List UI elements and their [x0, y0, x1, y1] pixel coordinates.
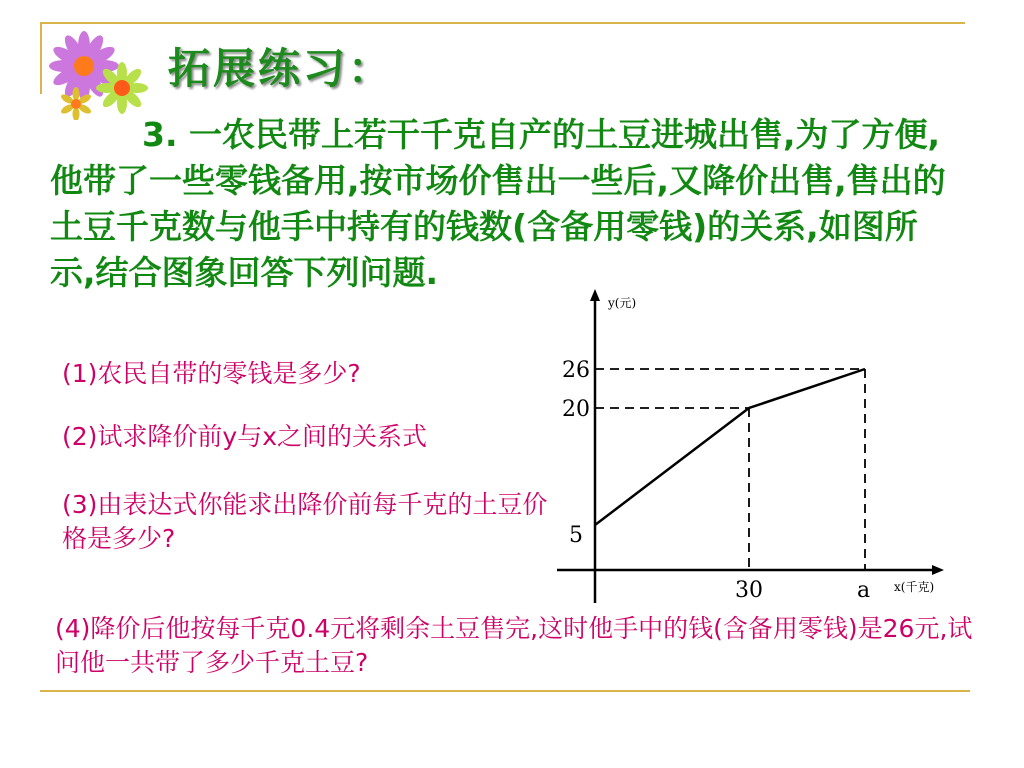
graph-line: [595, 369, 865, 525]
left-rule: [40, 22, 42, 94]
bottom-rule: [40, 690, 970, 692]
x-tick-30: 30: [735, 578, 763, 603]
y-axis-arrow-icon: [590, 289, 600, 301]
x-axis-arrow-icon: [932, 565, 944, 575]
problem-text: 3. 一农民带上若干千克自产的土豆进城出售,为了方便,他带了一些零钱备用,按市场价售出一些后,又降价出售,售出的土豆千克数与他手中持有的钱数(含备用零钱)的关系,如图所示,结合图象回答下列问题.: [50, 115, 946, 292]
money-vs-weight-graph: [552, 285, 972, 610]
question-3: (3)由表达式你能求出降价前每千克的土豆价格是多少?: [62, 490, 548, 553]
question-4: (4)降价后他按每千克0.4元将剩余土豆售完,这时他手中的钱(含备用零钱)是26元,试问他一共带了多少千克土豆?: [55, 614, 973, 677]
problem-statement: [50, 112, 960, 296]
question-2: (2)试求降价前y与x之间的关系式: [62, 422, 428, 451]
y-axis-label: y(元): [608, 296, 637, 310]
top-rule: [40, 22, 965, 24]
y-tick-20: 20: [562, 397, 590, 422]
y-tick-5: 5: [569, 523, 583, 548]
flower-decoration-icon: [48, 30, 168, 120]
x-axis-label: x(千克): [894, 580, 935, 594]
x-tick-a: a: [857, 578, 871, 603]
question-1: (1)农民自带的零钱是多少?: [62, 359, 361, 388]
y-tick-26: 26: [562, 358, 590, 383]
slide-title: 拓展练习：: [168, 44, 394, 93]
